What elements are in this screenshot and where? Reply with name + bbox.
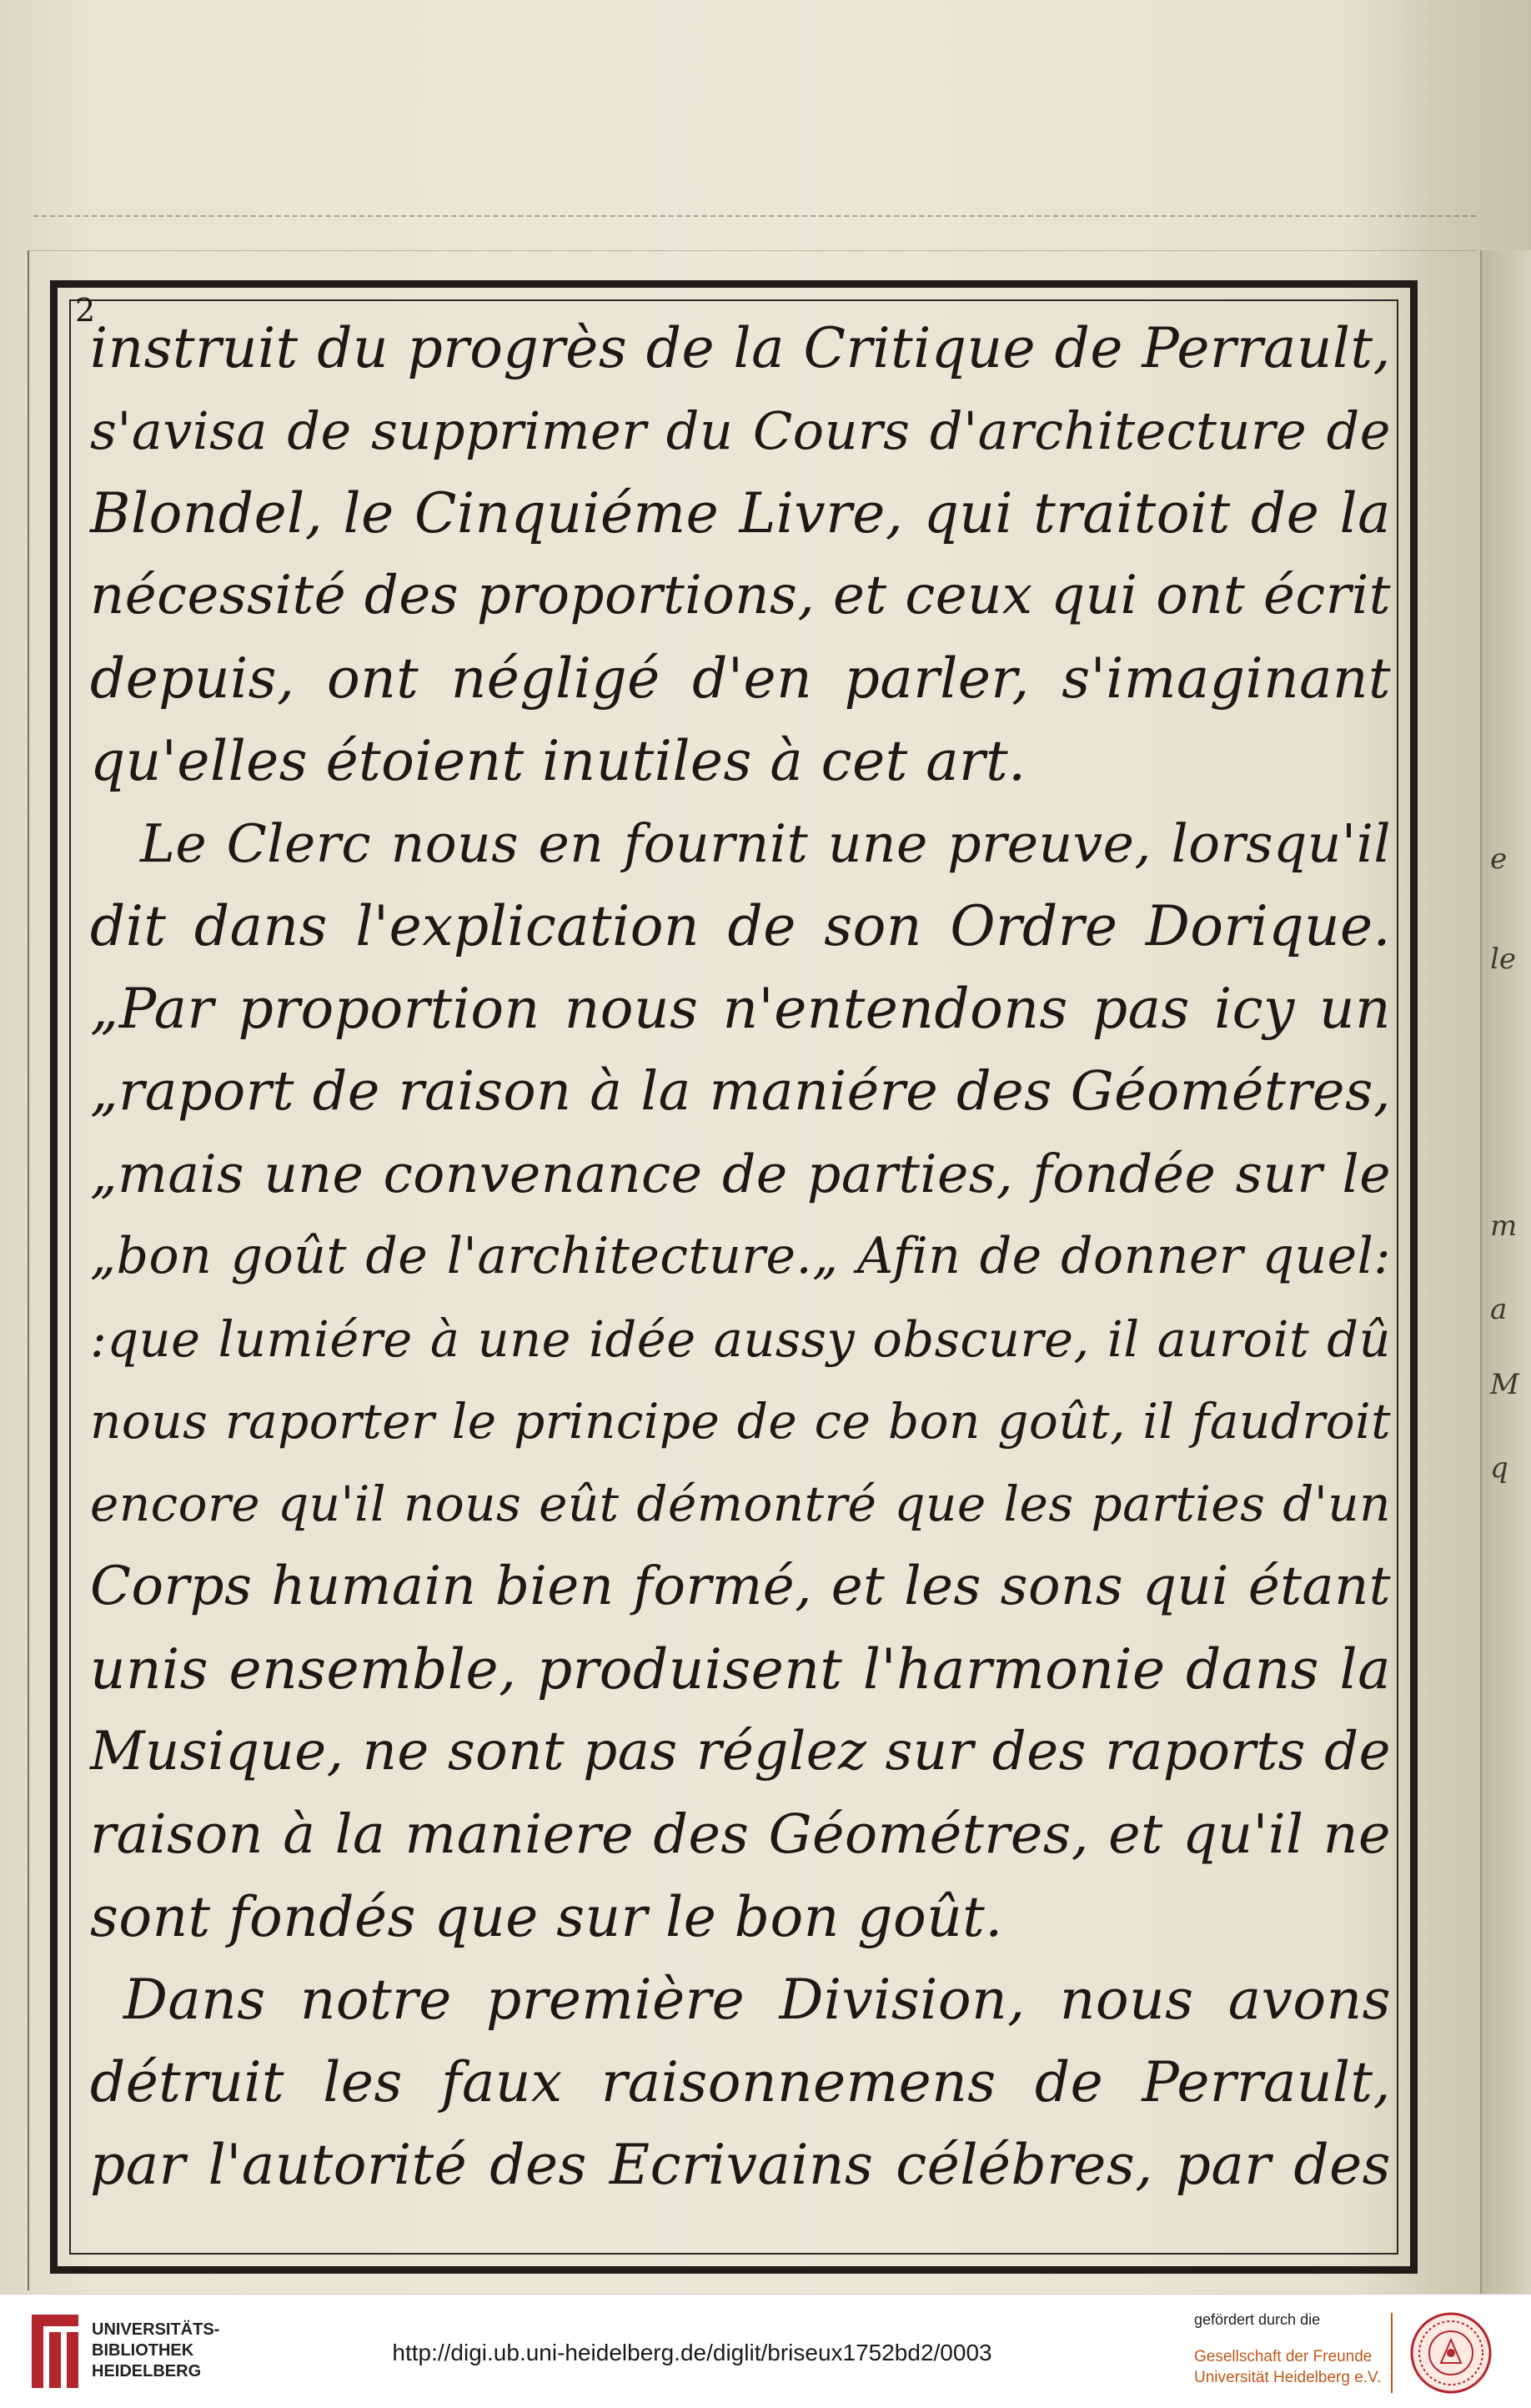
library-name (92, 2320, 219, 2382)
text-line: nécessité des proportions, et ceux qui ont écrit (90, 565, 1391, 626)
margin-glyph: e (1490, 842, 1508, 876)
adjacent-page-edge (1480, 250, 1531, 2294)
text-line: nous raporter le principe de ce bon goût, il faudroit (90, 1393, 1391, 1450)
text-line: „Par proportion nous n'entendons pas icy un (90, 977, 1391, 1041)
margin-glyph: q (1490, 1451, 1508, 1485)
sponsor-name-line: Universität Heidelberg e.V. (1194, 2369, 1382, 2386)
text-line: encore qu'il nous eût démontré que les parties d'un (90, 1475, 1391, 1532)
text-line: Dans notre première Division, nous avons (123, 1968, 1391, 2032)
text-line: Corps humain bien formé, et les sons qui étant (90, 1556, 1391, 1617)
sponsor-name[interactable] (1194, 2346, 1381, 2388)
margin-glyph: a (1490, 1293, 1508, 1326)
text-line: Musique, ne sont pas réglez sur des raports de (90, 1721, 1391, 1782)
library-name-line: HEIDELBERG (92, 2362, 202, 2380)
text-line: „raport de raison à la maniére des Géométres, (90, 1060, 1391, 1123)
library-name-line: BIBLIOTHEK (92, 2341, 194, 2360)
university-seal-icon (1409, 2311, 1493, 2395)
engraved-text (90, 307, 1391, 2206)
viewer-footer (0, 2294, 1531, 2408)
text-line: unis ensemble, produisent l'harmonie dans la (90, 1637, 1391, 1702)
text-line: s'avisa de supprimer du Cours d'architecture de (90, 400, 1391, 461)
text-line: „mais une convenance de parties, fondée sur le (90, 1144, 1391, 1204)
sponsor-name-line: Gesellschaft der Freunde (1194, 2348, 1373, 2365)
library-name-line: UNIVERSITÄTS- (92, 2320, 220, 2339)
margin-glyph: m (1490, 1209, 1518, 1243)
library-logo-icon (32, 2315, 78, 2388)
text-line: dit dans l'explication de son Ordre Dorique. (90, 894, 1391, 958)
text-line: détruit les faux raisonnemens de Perrault, (90, 2050, 1391, 2114)
text-line: Blondel, le Cinquiéme Livre, qui traitoit de la (90, 481, 1391, 545)
text-line: depuis, ont négligé d'en parler, s'imaginant (90, 646, 1391, 711)
sponsor-label: gefördert durch die (1194, 2311, 1321, 2328)
permalink-url[interactable]: http://digi.ub.uni-heidelberg.de/diglit/briseux1752bd2/0003 (392, 2340, 992, 2365)
text-line: par l'autorité des Ecrivains célébres, par des (90, 2133, 1391, 2197)
top-ruled-line (33, 215, 1476, 217)
margin-glyph: le (1490, 943, 1516, 976)
page-number: 2 (75, 292, 96, 329)
text-line: raison à la maniere des Géométres, et qu'il ne (90, 1803, 1391, 1866)
text-line: sont fondés que sur le bon goût. (90, 1885, 1003, 1949)
text-line: instruit du progrès de la Critique de Perrault, (90, 316, 1391, 380)
text-line: qu'elles étoient inutiles à cet art. (90, 729, 1027, 793)
text-line: „bon goût de l'architecture.„ Afin de donner quel: (90, 1227, 1391, 1285)
footer-divider (1391, 2313, 1393, 2393)
margin-glyph: M (1490, 1368, 1519, 1401)
text-line: :que lumiére à une idée aussy obscure, il auroit dû (90, 1310, 1391, 1368)
text-line: Le Clerc nous en fournit une preuve, lorsqu'il (140, 813, 1391, 874)
